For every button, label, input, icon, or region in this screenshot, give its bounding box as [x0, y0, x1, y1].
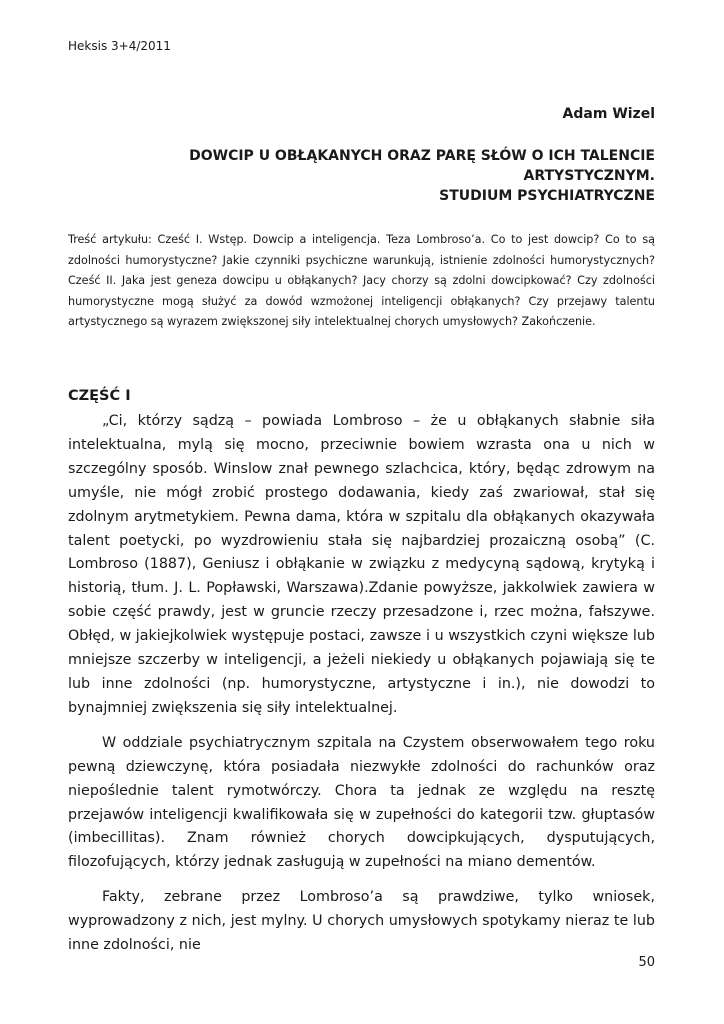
article-abstract: Treść artykułu: Cześć I. Wstęp. Dowcip a inteligencja. Teza Lombroso’a. Co to jest dowcip? Co to są zdolności humorystyczne? Jakie czynniki psychiczne warunkują, istnienie zdolności humorystycznych? Cześć II. Jaka jest geneza dowcipu u obłąkanych? Jacy chorzy są zdolni dowcipkować? Czy zdolności humorystyczne mogą służyć za dowód wzmożonej inteligencji obłąkanych? Czy przejawy talentu artystycznego są wyrazem zwiększonej siły intelektualnej chorych umysłowych? Zakończenie. — [68, 233, 655, 329]
paragraph: W oddziale psychiatrycznym szpitala na Czystem obserwowałem tego roku pewną dziewczynę, która posiadała niezwykłe zdolności do rachunków oraz niepoślednie talent rymotwórczy. Chora ta jednak ze względu na resztę przejawów inteligencji kwalifikowała się w zupełności do kategorii tzw. głuptasów (imbecillitas). Znam również chorych dowcipkujących, dysputujących, filozofujących, którzy jednak zasługują w zupełności na miano dementów. — [68, 734, 655, 871]
article-title-line-1: DOWCIP U OBŁĄKANYCH ORAZ PARĘ SŁÓW O ICH TALENCIE ARTYSTYCZNYM. — [189, 148, 655, 184]
author-name: Adam Wizel — [562, 106, 655, 122]
running-head: Heksis 3+4/2011 — [68, 39, 171, 53]
page-number: 50 — [638, 955, 655, 970]
article-title — [55, 146, 655, 206]
article-title-line-2: STUDIUM PSYCHIATRYCZNE — [439, 188, 655, 204]
paragraph: Fakty, zebrane przez Lombroso’a są prawdziwe, tylko wniosek, wyprowadzony z nich, jest mylny. U chorych umysłowych spotykamy nieraz te lub inne zdolności, nie — [68, 889, 655, 954]
paragraph: „Ci, którzy sądzą – powiada Lombroso – że u obłąkanych słabnie siła intelektualna, mylą się mocno, przeciwnie bowiem wzrasta ona u nich w szczególny sposób. Winslow znał pewnego szlachcica, który, będąc zdrowym na umyśle, nie mógł zrobić prostego dodawania, kiedy zaś zwariował, stał się zdolnym arytmetykiem. Pewna dama, która w szpitalu dla obłąkanych okazywała talent poetycki, po wyzdrowieniu stała się najbardziej prozaiczną osobą” (C. Lombroso (1887), Geniusz i obłąkanie w związku z medycyną sądową, krytyką i historią, tłum. J. L. Popławski, Warszawa).Zdanie powyższe, jakkolwiek zawiera w sobie część prawdy, jest w gruncie rzeczy przesadzone i, rzec można, fałszywe. Obłęd, w jakiejkolwiek występuje postaci, zawsze i u wszystkich czyni większe lub mniejsze szczerby w inteligencji, a jeżeli niekiedy u obłąkanych pojawiają się te lub inne zdolności (np. humorystyczne, artystyczne i in.), nie dowodzi to bynajmniej zwiększenia się siły intelektualnej. — [68, 413, 655, 716]
body-text — [68, 410, 655, 969]
section-heading: CZĘŚĆ I — [68, 388, 131, 404]
